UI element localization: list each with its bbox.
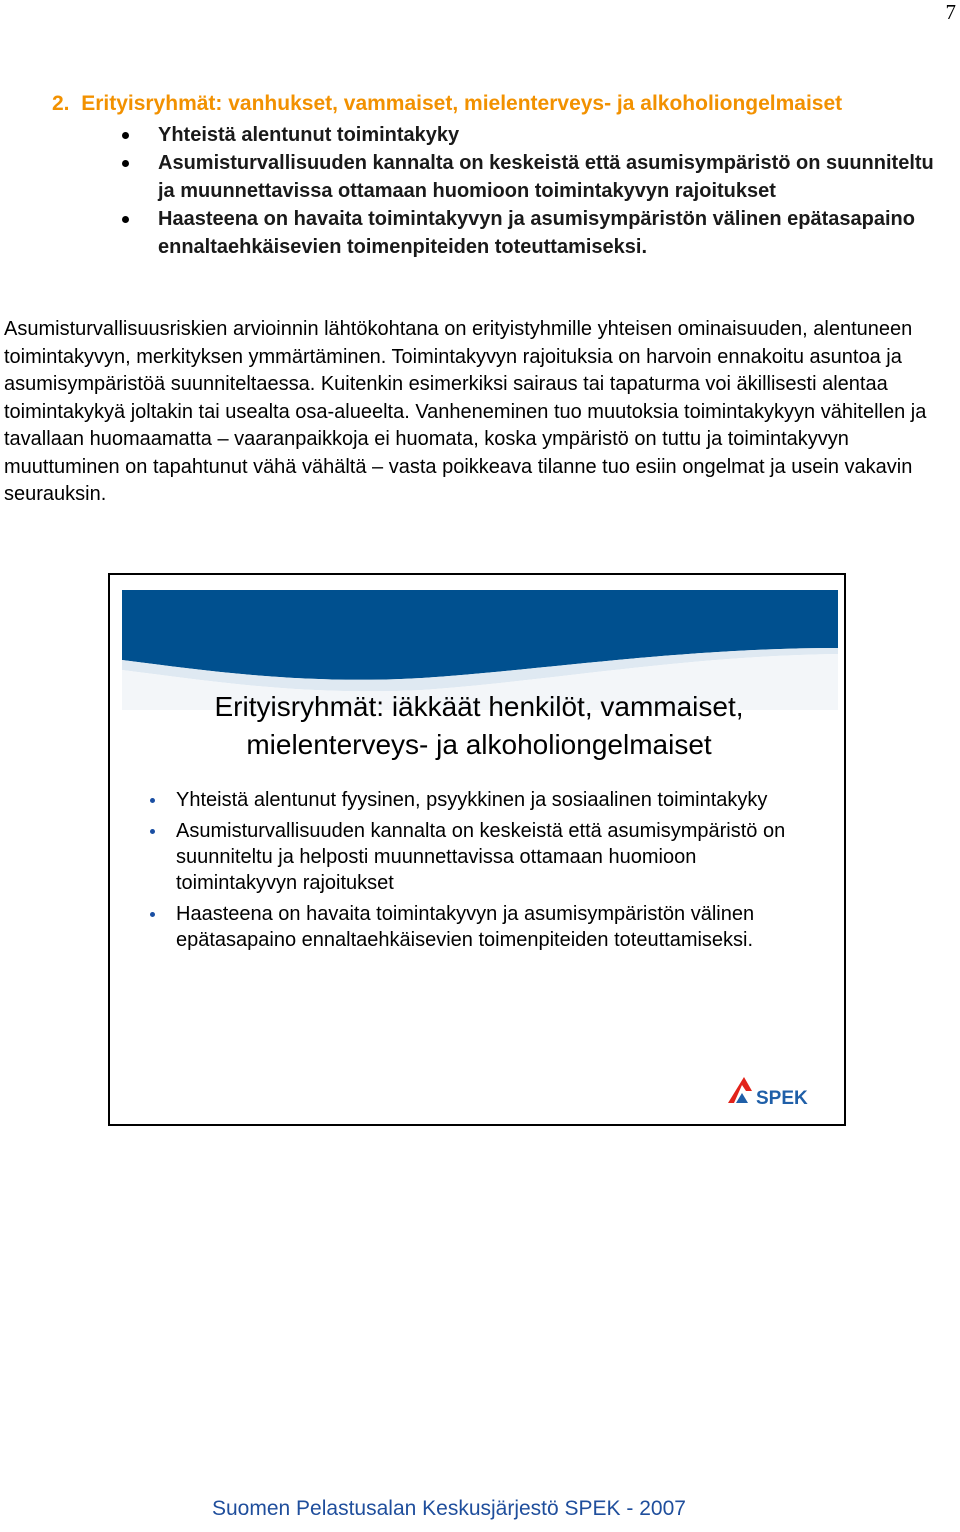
section-number: 2. [52, 92, 70, 115]
list-item [122, 121, 952, 149]
slide-image [108, 573, 846, 1126]
bullet-icon [122, 216, 129, 223]
bullet-icon [122, 132, 129, 139]
bullet-text: Haasteena on havaita toimintakyvyn ja asumisympäristön välinen epätasapaino ennaltaehkäisevien toimenpiteiden toteuttamiseksi. [176, 903, 755, 951]
section-title: Erityisryhmät: vanhukset, vammaiset, mielenterveys- ja alkoholiongelmaiset [81, 92, 843, 115]
body-paragraph: Asumisturvallisuusriskien arvioinnin lähtökohtana on erityistyhmille yhteisen ominaisuuden, alentuneen toimintakyvyn, merkityksen ymmärtäminen. Toimintakyvyn rajoituksia on harvoin ennakoitu asuntoa ja asumisympäristöä suunniteltaessa. Kuitenkin esimerkiksi sairaus tai tapaturma voi äkillisesti alentaa toimintakykyä joltakin tai usealta osa-alueelta. Vanheneminen tuo muutoksia toimintakykyyn vähitellen ja tavallaan huomaamatta – vaaranpaikkoja ei huomata, koska ympäristö on tuttu ja toimintakyvyn muuttuminen on tapahtunut vähä vähältä – vasta poikkeava tilanne tuo esiin ongelmat ja usein vakavin seurauksin. [4, 318, 927, 505]
bullet-text: Yhteistä alentunut toimintakyky [158, 124, 460, 146]
slide-title-line: mielenterveys- ja alkoholiongelmaiset [246, 729, 712, 760]
slide-title-line: Erityisryhmät: iäkkäät henkilöt, vammaiset, [214, 691, 744, 722]
bullet-text: Asumisturvallisuuden kannalta on keskeistä että asumisympäristö on suunniteltu ja helposti muunnettavissa ottamaan huomioon toimintakyvyn rajoitukset [176, 820, 786, 894]
bullet-icon [150, 912, 155, 917]
bullet-text: Asumisturvallisuuden kannalta on keskeistä että asumisympäristö on suunniteltu ja muunnettavissa ottamaan huomioon toimintakyvyn rajoitukset [158, 152, 934, 202]
spek-logo [726, 1073, 818, 1113]
section-bullet-list [122, 121, 952, 261]
list-item [150, 818, 810, 896]
list-item [122, 205, 952, 261]
section-heading [52, 92, 842, 116]
list-item [150, 787, 810, 813]
bullet-icon [150, 798, 155, 803]
bullet-icon [150, 829, 155, 834]
bullet-icon [122, 160, 129, 167]
slide-title [110, 688, 848, 764]
slide-bullet-list [150, 787, 810, 958]
list-item [122, 149, 952, 205]
list-item [150, 901, 810, 953]
page-number: 7 [945, 0, 956, 24]
page-footer: Suomen Pelastusalan Keskusjärjestö SPEK - 2007 [212, 1497, 686, 1520]
bullet-text: Haasteena on havaita toimintakyvyn ja asumisympäristön välinen epätasapaino ennaltaehkäisevien toimenpiteiden toteuttamiseksi. [158, 208, 915, 258]
bullet-text: Yhteistä alentunut fyysinen, psyykkinen ja sosiaalinen toimintakyky [176, 789, 768, 811]
logo-text: SPEK [756, 1088, 808, 1109]
